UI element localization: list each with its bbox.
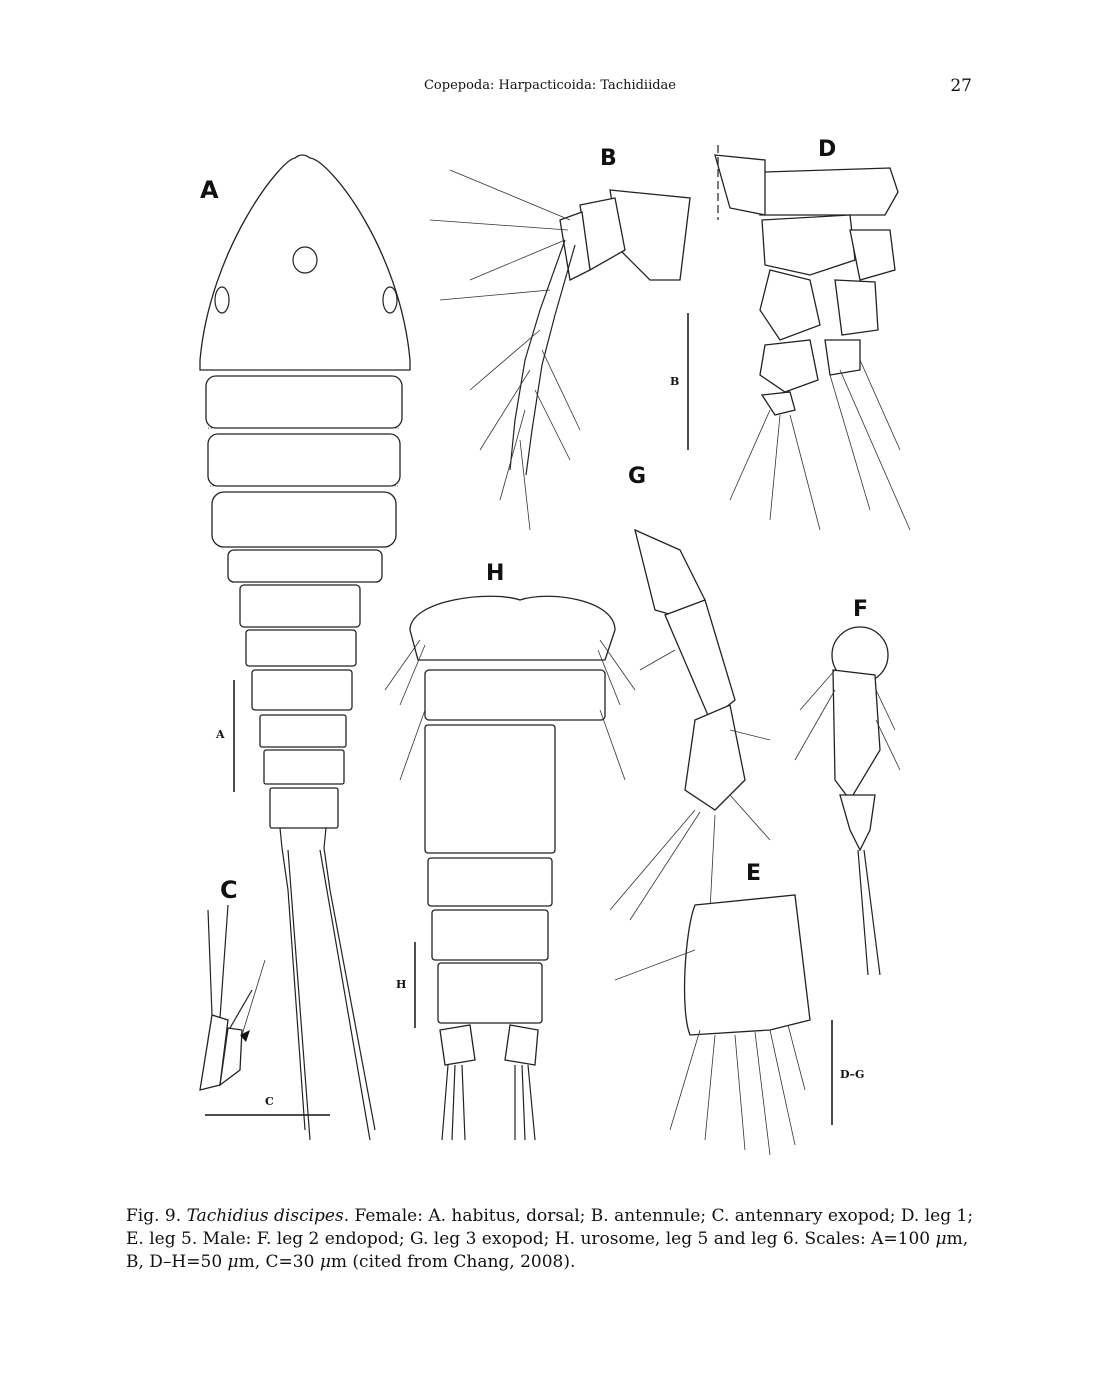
panel-a-habitus [200, 155, 410, 1140]
panel-e-leg5 [615, 895, 810, 1155]
panel-h-urosome [385, 596, 635, 1140]
caption-body-2: m, B, D–H=50 [126, 1229, 969, 1272]
panel-label-h: H [486, 561, 505, 586]
caption-mu-2: μ [227, 1252, 239, 1272]
caption-species: Tachidius discipes [186, 1206, 344, 1226]
caption-body-4: m (cited from Chang, 2008). [330, 1252, 576, 1272]
panel-label-b: B [600, 146, 617, 171]
caption-fig-label: Fig. 9. [126, 1206, 182, 1226]
running-title: Copepoda: Harpacticoida: Tachidiidae [423, 78, 677, 93]
caption-body-1: . Female: A. habitus, dorsal; B. antennule; C. antennary exopod; D. leg 1; E. leg 5. Male: F. leg 2 endopod; G. leg 3 exopod; H. urosome, leg 5 and leg 6. Scales: A=100 [126, 1206, 974, 1249]
panel-label-g: G [628, 464, 647, 489]
panel-c-antennary-exopod [200, 905, 265, 1090]
panel-label-e: E [746, 861, 762, 886]
panel-b-antennule [430, 170, 690, 530]
figure-caption [126, 1205, 976, 1274]
scale-label-b: B [670, 375, 680, 388]
panel-label-a: A [200, 176, 219, 204]
figure-plate [170, 130, 930, 1160]
scale-label-a: A [216, 728, 225, 741]
panel-label-c: C [220, 876, 238, 904]
panel-d-leg1 [715, 145, 910, 530]
panel-label-d: D [818, 137, 837, 162]
page-header [0, 76, 1100, 100]
panel-label-f: F [853, 597, 869, 622]
caption-mu-3: μ [319, 1252, 331, 1272]
caption-mu-1: μ [935, 1229, 947, 1249]
scale-label-c: C [265, 1095, 274, 1108]
page-number: 27 [950, 76, 972, 96]
scale-label-h: H [396, 978, 407, 991]
panel-f-leg2 [795, 627, 900, 975]
caption-body-3: m, C=30 [238, 1252, 320, 1272]
scale-label-dg: D–G [840, 1068, 865, 1081]
